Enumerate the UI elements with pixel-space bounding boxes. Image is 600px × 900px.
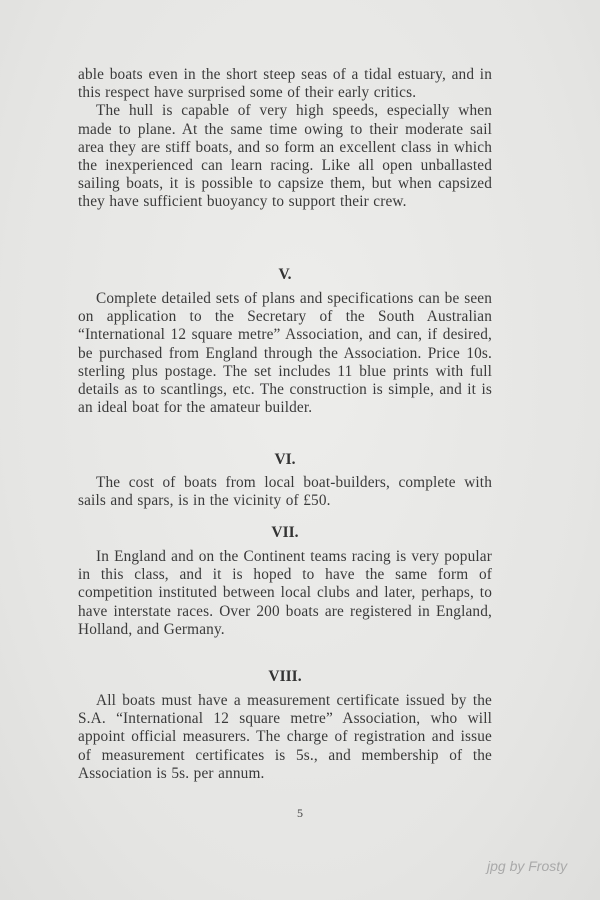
section-v [78, 290, 492, 417]
paragraph: In England and on the Continent teams racing is very popular in this class, and it is hoped to have the same form of competition instituted between local clubs and later, perhaps, to have interstate races. Over 200 boats are registered in England, Holland, and Germany. [78, 548, 492, 638]
section-heading-vii: VII. [271, 524, 299, 541]
paragraph: Complete detailed sets of plans and specifications can be seen on application to the Secretary of the South Australian “International 12 square metre” Association, and can, if desired, be purchased from England through the Association. Price 10s. sterling plus postage. The set includes 11 blue prints with full details as to scantlings, etc. The construction is simple, and it is an ideal boat for the amateur builder. [78, 290, 492, 417]
paragraph: The hull is capable of very high speeds, especially when made to plane. At the same time owing to their moderate sail area they are stiff boats, and so form an excellent class in which the inexperienced can learn racing. Like all open unballasted sailing boats, it is possible to capsize them, but when capsized they have sufficient buoyancy to support their crew. [78, 102, 492, 211]
paragraph: The cost of boats from local boat-builders, complete with sails and spars, is in the vicinity of £50. [78, 474, 492, 510]
section-heading-vi: VI. [274, 451, 296, 468]
section-vi [78, 474, 492, 510]
section-heading-viii: VIII. [268, 668, 302, 685]
page-number: 5 [297, 806, 303, 820]
watermark: jpg by Frosty [487, 858, 568, 874]
paragraph: All boats must have a measurement certificate issued by the S.A. “International 12 square metre” Association, who will appoint official measurers. The charge of registration and issue of measurement certificates is 5s., and membership of the Association is 5s. per annum. [78, 692, 492, 782]
section-heading-v: V. [278, 266, 292, 283]
section-intro [78, 66, 492, 212]
paragraph: able boats even in the short steep seas of a tidal estuary, and in this respect have surprised some of their early critics. [78, 66, 492, 102]
section-vii [78, 548, 492, 639]
section-viii [78, 692, 492, 783]
